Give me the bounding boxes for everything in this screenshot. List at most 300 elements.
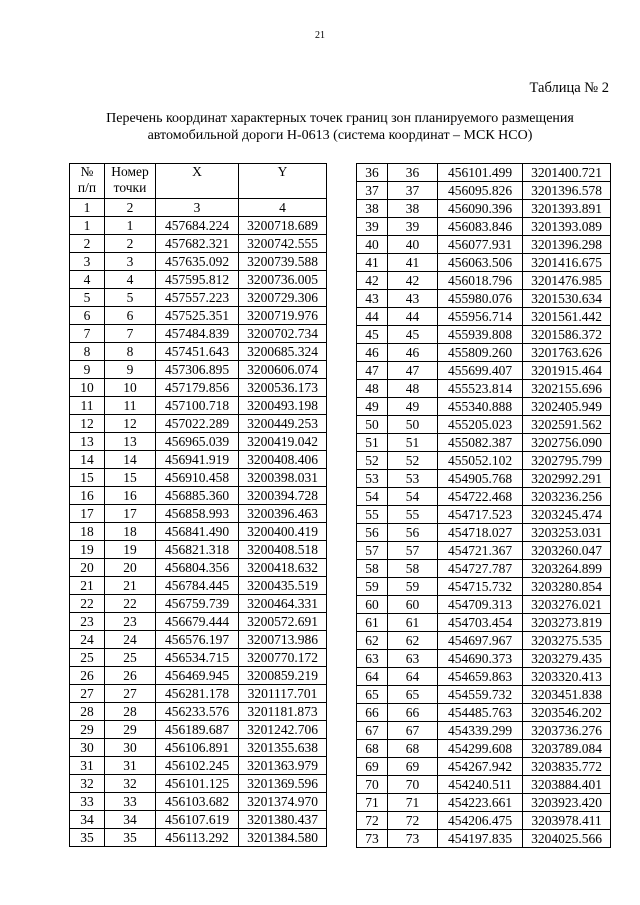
- page-number: 21: [315, 30, 325, 41]
- point-no: 46: [388, 344, 438, 362]
- table-row: [357, 164, 611, 182]
- x-coordinate: 457525.351: [156, 307, 239, 325]
- row-no: 52: [357, 452, 388, 470]
- table-row: [357, 506, 611, 524]
- header-point: Номер точки: [105, 164, 156, 199]
- table-row: [357, 470, 611, 488]
- x-coordinate: 456679.444: [156, 613, 239, 631]
- x-coordinate: 454721.367: [438, 542, 523, 560]
- y-coordinate: 3204025.566: [523, 830, 611, 848]
- x-coordinate: 457557.223: [156, 289, 239, 307]
- row-no: 16: [70, 487, 105, 505]
- row-no: 63: [357, 650, 388, 668]
- point-no: 32: [105, 775, 156, 793]
- point-no: 62: [388, 632, 438, 650]
- x-coordinate: 456083.846: [438, 218, 523, 236]
- row-no: 68: [357, 740, 388, 758]
- y-coordinate: 3203884.401: [523, 776, 611, 794]
- row-no: 61: [357, 614, 388, 632]
- table-row: [357, 326, 611, 344]
- x-coordinate: 455699.407: [438, 362, 523, 380]
- x-coordinate: 454697.967: [438, 632, 523, 650]
- y-coordinate: 3203253.031: [523, 524, 611, 542]
- y-coordinate: 3201915.464: [523, 362, 611, 380]
- table-row: [70, 469, 327, 487]
- table-row: [357, 596, 611, 614]
- x-coordinate: 456063.506: [438, 254, 523, 272]
- x-coordinate: 456095.826: [438, 182, 523, 200]
- point-no: 26: [105, 667, 156, 685]
- row-no: 40: [357, 236, 388, 254]
- point-no: 42: [388, 272, 438, 290]
- x-coordinate: 454703.454: [438, 614, 523, 632]
- point-no: 9: [105, 361, 156, 379]
- table-row: [70, 433, 327, 451]
- point-no: 2: [105, 235, 156, 253]
- table-row: [70, 595, 327, 613]
- point-no: 73: [388, 830, 438, 848]
- row-no: 15: [70, 469, 105, 487]
- y-coordinate: 3203276.021: [523, 596, 611, 614]
- x-coordinate: 456018.796: [438, 272, 523, 290]
- table-row: [70, 829, 327, 847]
- row-no: 65: [357, 686, 388, 704]
- row-no: 23: [70, 613, 105, 631]
- table-caption: [60, 110, 620, 144]
- y-coordinate: 3203260.047: [523, 542, 611, 560]
- table-row: [70, 793, 327, 811]
- point-no: 67: [388, 722, 438, 740]
- table-row: [70, 325, 327, 343]
- point-no: 70: [388, 776, 438, 794]
- x-coordinate: 455340.888: [438, 398, 523, 416]
- y-coordinate: 3201416.675: [523, 254, 611, 272]
- y-coordinate: 3202795.799: [523, 452, 611, 470]
- x-coordinate: 456102.245: [156, 757, 239, 775]
- caption-line-2: автомобильной дороги Н-0613 (система координат – МСК НСО): [147, 128, 533, 143]
- point-no: 10: [105, 379, 156, 397]
- row-no: 71: [357, 794, 388, 812]
- x-coordinate: 455956.714: [438, 308, 523, 326]
- point-no: 1: [105, 217, 156, 235]
- y-coordinate: 3202405.949: [523, 398, 611, 416]
- point-no: 24: [105, 631, 156, 649]
- row-no: 38: [357, 200, 388, 218]
- point-no: 72: [388, 812, 438, 830]
- y-coordinate: 3200572.691: [239, 613, 327, 631]
- table-row: [357, 524, 611, 542]
- table-row: [357, 650, 611, 668]
- x-coordinate: 456233.576: [156, 703, 239, 721]
- row-no: 50: [357, 416, 388, 434]
- row-no: 10: [70, 379, 105, 397]
- table-row: [357, 776, 611, 794]
- table-row: [357, 722, 611, 740]
- x-coordinate: 456107.619: [156, 811, 239, 829]
- row-no: 36: [357, 164, 388, 182]
- point-no: 16: [105, 487, 156, 505]
- point-no: 6: [105, 307, 156, 325]
- row-no: 46: [357, 344, 388, 362]
- point-no: 49: [388, 398, 438, 416]
- point-no: 35: [105, 829, 156, 847]
- coordinates-table-right: [356, 163, 611, 848]
- y-coordinate: 3202756.090: [523, 434, 611, 452]
- row-no: 72: [357, 812, 388, 830]
- y-coordinate: 3201242.706: [239, 721, 327, 739]
- y-coordinate: 3201374.970: [239, 793, 327, 811]
- table-row: [70, 487, 327, 505]
- y-coordinate: 3200719.976: [239, 307, 327, 325]
- y-coordinate: 3203245.474: [523, 506, 611, 524]
- coordinates-table-left: [69, 163, 327, 847]
- table-row: [357, 434, 611, 452]
- y-coordinate: 3200729.306: [239, 289, 327, 307]
- table-row: [357, 740, 611, 758]
- row-no: 59: [357, 578, 388, 596]
- table-row: [70, 217, 327, 235]
- table-row: [357, 830, 611, 848]
- row-no: 45: [357, 326, 388, 344]
- x-coordinate: 456910.458: [156, 469, 239, 487]
- y-coordinate: 3200419.042: [239, 433, 327, 451]
- table-row: [357, 452, 611, 470]
- row-no: 60: [357, 596, 388, 614]
- table-row: [357, 578, 611, 596]
- y-coordinate: 3200742.555: [239, 235, 327, 253]
- row-no: 12: [70, 415, 105, 433]
- row-no: 49: [357, 398, 388, 416]
- row-no: 32: [70, 775, 105, 793]
- point-no: 54: [388, 488, 438, 506]
- x-coordinate: 456576.197: [156, 631, 239, 649]
- row-no: 70: [357, 776, 388, 794]
- table-row: [70, 307, 327, 325]
- x-coordinate: 457484.839: [156, 325, 239, 343]
- point-no: 33: [105, 793, 156, 811]
- row-no: 13: [70, 433, 105, 451]
- point-no: 39: [388, 218, 438, 236]
- y-coordinate: 3203280.854: [523, 578, 611, 596]
- point-no: 4: [105, 271, 156, 289]
- y-coordinate: 3200536.173: [239, 379, 327, 397]
- point-no: 37: [388, 182, 438, 200]
- table-row: [70, 415, 327, 433]
- table-row: [357, 290, 611, 308]
- y-coordinate: 3201369.596: [239, 775, 327, 793]
- y-coordinate: 3203275.535: [523, 632, 611, 650]
- y-coordinate: 3201586.372: [523, 326, 611, 344]
- x-coordinate: 455809.260: [438, 344, 523, 362]
- x-coordinate: 457595.812: [156, 271, 239, 289]
- point-no: 25: [105, 649, 156, 667]
- y-coordinate: 3203923.420: [523, 794, 611, 812]
- point-no: 59: [388, 578, 438, 596]
- point-no: 45: [388, 326, 438, 344]
- row-no: 47: [357, 362, 388, 380]
- row-no: 37: [357, 182, 388, 200]
- point-no: 64: [388, 668, 438, 686]
- table-row: [70, 757, 327, 775]
- table-row: [357, 308, 611, 326]
- x-coordinate: 456804.356: [156, 559, 239, 577]
- x-coordinate: 457635.092: [156, 253, 239, 271]
- x-coordinate: 456784.445: [156, 577, 239, 595]
- row-no: 48: [357, 380, 388, 398]
- y-coordinate: 3200408.518: [239, 541, 327, 559]
- table-row: [70, 235, 327, 253]
- point-no: 61: [388, 614, 438, 632]
- row-no: 73: [357, 830, 388, 848]
- point-no: 58: [388, 560, 438, 578]
- row-no: 4: [70, 271, 105, 289]
- row-no: 62: [357, 632, 388, 650]
- table-row: [357, 416, 611, 434]
- x-coordinate: 454206.475: [438, 812, 523, 830]
- x-coordinate: 456103.682: [156, 793, 239, 811]
- x-coordinate: 454709.313: [438, 596, 523, 614]
- y-coordinate: 3203236.256: [523, 488, 611, 506]
- x-coordinate: 454299.608: [438, 740, 523, 758]
- point-no: 55: [388, 506, 438, 524]
- y-coordinate: 3200718.689: [239, 217, 327, 235]
- row-no: 43: [357, 290, 388, 308]
- x-coordinate: 454197.835: [438, 830, 523, 848]
- table-row: [70, 577, 327, 595]
- point-no: 7: [105, 325, 156, 343]
- table-label: Таблица № 2: [529, 80, 609, 96]
- y-coordinate: 3200702.734: [239, 325, 327, 343]
- y-coordinate: 3203789.084: [523, 740, 611, 758]
- y-coordinate: 3203273.819: [523, 614, 611, 632]
- y-coordinate: 3203451.838: [523, 686, 611, 704]
- point-no: 38: [388, 200, 438, 218]
- y-coordinate: 3201117.701: [239, 685, 327, 703]
- row-no: 57: [357, 542, 388, 560]
- table-row: [357, 362, 611, 380]
- y-coordinate: 3203320.413: [523, 668, 611, 686]
- point-no: 56: [388, 524, 438, 542]
- y-coordinate: 3201384.580: [239, 829, 327, 847]
- table-row: [70, 703, 327, 721]
- y-coordinate: 3200739.588: [239, 253, 327, 271]
- y-coordinate: 3201763.626: [523, 344, 611, 362]
- x-coordinate: 455939.808: [438, 326, 523, 344]
- table-row: [70, 739, 327, 757]
- point-no: 5: [105, 289, 156, 307]
- table-row: [70, 811, 327, 829]
- y-coordinate: 3202992.291: [523, 470, 611, 488]
- x-coordinate: 455523.814: [438, 380, 523, 398]
- table-body-right: [357, 164, 611, 848]
- table-row: [357, 218, 611, 236]
- x-coordinate: 454690.373: [438, 650, 523, 668]
- table-row: [357, 488, 611, 506]
- row-no: 35: [70, 829, 105, 847]
- row-no: 58: [357, 560, 388, 578]
- x-coordinate: 454717.523: [438, 506, 523, 524]
- point-no: 71: [388, 794, 438, 812]
- x-coordinate: 454240.511: [438, 776, 523, 794]
- table-row: [357, 668, 611, 686]
- point-no: 31: [105, 757, 156, 775]
- point-no: 57: [388, 542, 438, 560]
- x-coordinate: 457100.718: [156, 397, 239, 415]
- row-no: 24: [70, 631, 105, 649]
- point-no: 19: [105, 541, 156, 559]
- point-no: 8: [105, 343, 156, 361]
- x-coordinate: 456534.715: [156, 649, 239, 667]
- table-row: [70, 505, 327, 523]
- x-coordinate: 457022.289: [156, 415, 239, 433]
- y-coordinate: 3201393.891: [523, 200, 611, 218]
- table-row: [70, 775, 327, 793]
- row-no: 53: [357, 470, 388, 488]
- point-no: 36: [388, 164, 438, 182]
- table-row: [357, 560, 611, 578]
- row-no: 18: [70, 523, 105, 541]
- x-coordinate: 456077.931: [438, 236, 523, 254]
- x-coordinate: 454715.732: [438, 578, 523, 596]
- y-coordinate: 3203546.202: [523, 704, 611, 722]
- x-coordinate: 455205.023: [438, 416, 523, 434]
- y-coordinate: 3200464.331: [239, 595, 327, 613]
- table-row: [70, 361, 327, 379]
- column-number: 3: [156, 199, 239, 217]
- table-row: [70, 613, 327, 631]
- y-coordinate: 3203736.276: [523, 722, 611, 740]
- table-row: [357, 254, 611, 272]
- point-no: 66: [388, 704, 438, 722]
- y-coordinate: 3200398.031: [239, 469, 327, 487]
- row-no: 9: [70, 361, 105, 379]
- table-row: [70, 667, 327, 685]
- point-no: 21: [105, 577, 156, 595]
- table-row: [70, 253, 327, 271]
- row-no: 69: [357, 758, 388, 776]
- point-no: 63: [388, 650, 438, 668]
- x-coordinate: 457451.643: [156, 343, 239, 361]
- point-no: 14: [105, 451, 156, 469]
- x-coordinate: 454339.299: [438, 722, 523, 740]
- row-no: 7: [70, 325, 105, 343]
- table-row: [357, 686, 611, 704]
- point-no: 50: [388, 416, 438, 434]
- y-coordinate: 3200408.406: [239, 451, 327, 469]
- point-no: 20: [105, 559, 156, 577]
- row-no: 30: [70, 739, 105, 757]
- point-no: 68: [388, 740, 438, 758]
- x-coordinate: 457306.895: [156, 361, 239, 379]
- y-coordinate: 3203978.411: [523, 812, 611, 830]
- y-coordinate: 3202591.562: [523, 416, 611, 434]
- header-no: № п/п: [70, 164, 105, 199]
- row-no: 51: [357, 434, 388, 452]
- row-no: 42: [357, 272, 388, 290]
- header-row: [70, 164, 327, 199]
- y-coordinate: 3200713.986: [239, 631, 327, 649]
- point-no: 29: [105, 721, 156, 739]
- x-coordinate: 456469.945: [156, 667, 239, 685]
- row-no: 22: [70, 595, 105, 613]
- row-no: 56: [357, 524, 388, 542]
- x-coordinate: 456965.039: [156, 433, 239, 451]
- point-no: 44: [388, 308, 438, 326]
- x-coordinate: 454659.863: [438, 668, 523, 686]
- point-no: 27: [105, 685, 156, 703]
- y-coordinate: 3201396.578: [523, 182, 611, 200]
- y-coordinate: 3203264.899: [523, 560, 611, 578]
- x-coordinate: 456101.499: [438, 164, 523, 182]
- table-row: [357, 758, 611, 776]
- table-row: [70, 397, 327, 415]
- table-row: [70, 451, 327, 469]
- x-coordinate: 454485.763: [438, 704, 523, 722]
- table-row: [357, 272, 611, 290]
- row-no: 5: [70, 289, 105, 307]
- y-coordinate: 3202155.696: [523, 380, 611, 398]
- x-coordinate: 455052.102: [438, 452, 523, 470]
- point-no: 17: [105, 505, 156, 523]
- row-no: 2: [70, 235, 105, 253]
- point-no: 47: [388, 362, 438, 380]
- row-no: 1: [70, 217, 105, 235]
- table-row: [357, 704, 611, 722]
- row-no: 21: [70, 577, 105, 595]
- point-no: 40: [388, 236, 438, 254]
- y-coordinate: 3201476.985: [523, 272, 611, 290]
- table-row: [357, 542, 611, 560]
- x-coordinate: 456885.360: [156, 487, 239, 505]
- caption-line-1: Перечень координат характерных точек границ зон планируемого размещения: [106, 111, 574, 126]
- table-row: [70, 541, 327, 559]
- x-coordinate: 456281.178: [156, 685, 239, 703]
- y-coordinate: 3200736.005: [239, 271, 327, 289]
- point-no: 18: [105, 523, 156, 541]
- table-row: [357, 794, 611, 812]
- header-x: X: [156, 164, 239, 199]
- point-no: 51: [388, 434, 438, 452]
- y-coordinate: 3201561.442: [523, 308, 611, 326]
- table-body-left: [70, 217, 327, 847]
- y-coordinate: 3200418.632: [239, 559, 327, 577]
- x-coordinate: 456821.318: [156, 541, 239, 559]
- x-coordinate: 454267.942: [438, 758, 523, 776]
- y-coordinate: 3201396.298: [523, 236, 611, 254]
- row-no: 3: [70, 253, 105, 271]
- y-coordinate: 3201530.634: [523, 290, 611, 308]
- point-no: 22: [105, 595, 156, 613]
- row-no: 25: [70, 649, 105, 667]
- x-coordinate: 456090.396: [438, 200, 523, 218]
- row-no: 8: [70, 343, 105, 361]
- y-coordinate: 3200606.074: [239, 361, 327, 379]
- table-row: [70, 523, 327, 541]
- point-no: 28: [105, 703, 156, 721]
- x-coordinate: 456106.891: [156, 739, 239, 757]
- y-coordinate: 3200449.253: [239, 415, 327, 433]
- y-coordinate: 3203835.772: [523, 758, 611, 776]
- point-no: 34: [105, 811, 156, 829]
- x-coordinate: 457179.856: [156, 379, 239, 397]
- row-no: 27: [70, 685, 105, 703]
- table-row: [70, 685, 327, 703]
- table-row: [70, 343, 327, 361]
- row-no: 11: [70, 397, 105, 415]
- point-no: 43: [388, 290, 438, 308]
- y-coordinate: 3200396.463: [239, 505, 327, 523]
- y-coordinate: 3201355.638: [239, 739, 327, 757]
